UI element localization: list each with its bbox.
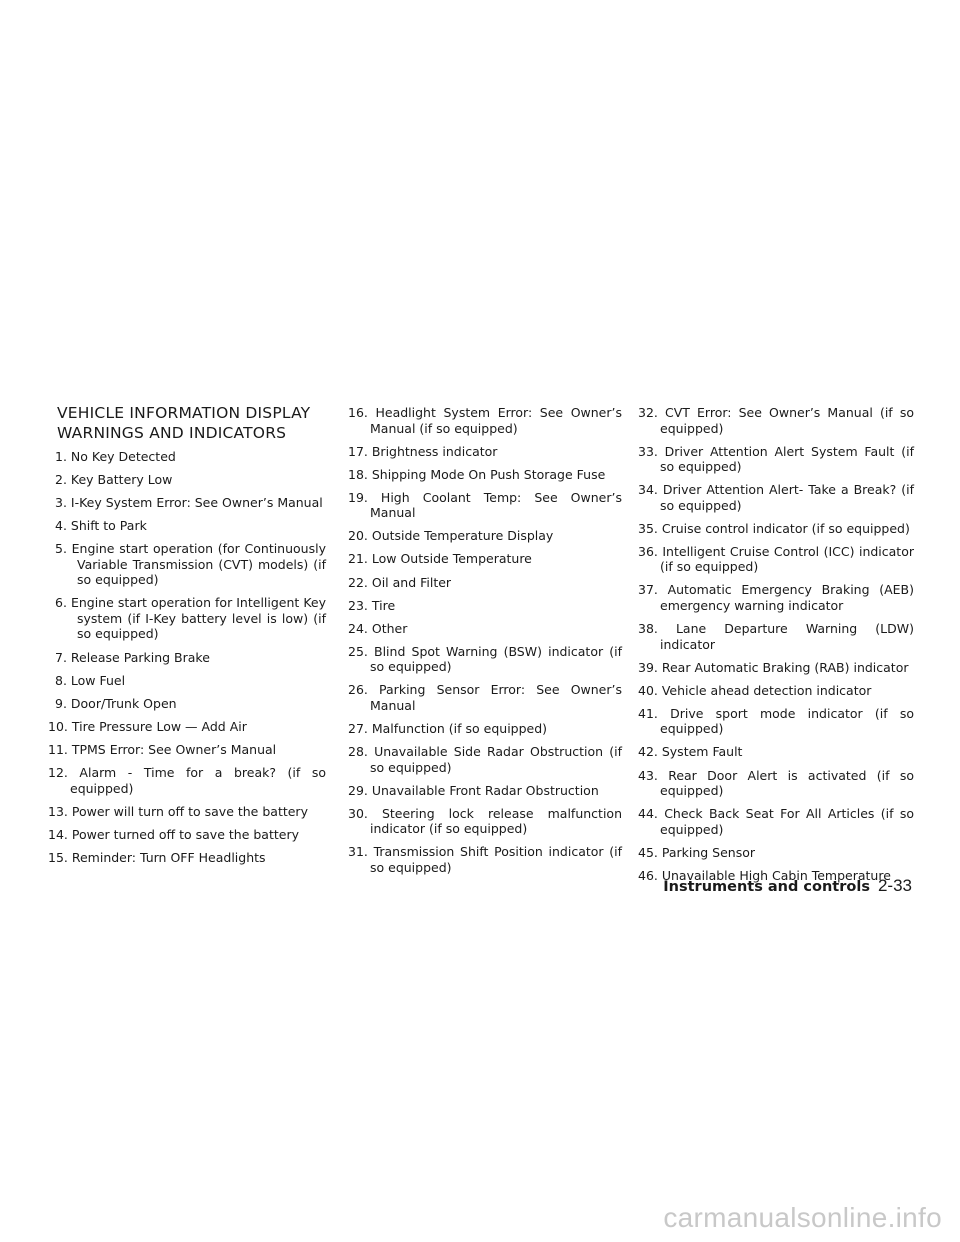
- list-item: 27. Malfunction (if so equipped): [348, 721, 548, 737]
- list-item: 17. Brightness indicator: [348, 443, 498, 459]
- list-item: 34. Driver Attention Alert- Take a Break? (if so equipped): [638, 482, 914, 513]
- list-item: 1. No Key Detected: [55, 449, 176, 464]
- footer-section-name: Instruments and controls: [663, 879, 870, 895]
- list-item: 12. Alarm - Time for a break? (if so equipped): [48, 765, 326, 796]
- list-item: 36. Intelligent Cruise Control (ICC) indicator (if so equipped): [638, 543, 914, 575]
- column-3: [638, 405, 916, 891]
- list-item: 2. Key Battery Low: [55, 472, 173, 488]
- list-item: 7. Release Parking Brake: [55, 649, 210, 665]
- list-item: 20. Outside Temperature Display: [348, 528, 554, 544]
- list-item: 31. Transmission Shift Position indicator (if so equipped): [348, 844, 622, 875]
- list-item: 35. Cruise control indicator (if so equipped): [638, 520, 910, 536]
- list-item: 32. CVT Error: See Owner’s Manual (if so equipped): [638, 405, 914, 436]
- list-item: 42. System Fault: [638, 744, 743, 760]
- list-item: 25. Blind Spot Warning (BSW) indicator (if so equipped): [348, 643, 622, 675]
- list-item: 13. Power will turn off to save the battery: [48, 803, 308, 819]
- list-item: 39. Rear Automatic Braking (RAB) indicator: [638, 659, 909, 675]
- watermark: carmanualsonline.info: [663, 1202, 942, 1233]
- list-item: 38. Lane Departure Warning (LDW) indicator: [638, 621, 914, 652]
- list-item: 11. TPMS Error: See Owner’s Manual: [48, 741, 277, 757]
- list-item: 23. Tire: [348, 597, 396, 613]
- list-item: 10. Tire Pressure Low — Add Air: [48, 718, 247, 734]
- section-title: VEHICLE INFORMATION DISPLAY WARNINGS AND INDICATORS: [57, 404, 311, 442]
- column-2: [348, 405, 626, 883]
- list-item: 40. Vehicle ahead detection indicator: [638, 682, 872, 698]
- list-item: 30. Steering lock release malfunction indicator (if so equipped): [348, 805, 622, 837]
- list-item: 24. Other: [348, 620, 408, 636]
- indicator-list-2: [348, 405, 626, 875]
- indicator-list-1: [48, 449, 326, 865]
- list-item: 3. I-Key System Error: See Owner’s Manual: [55, 495, 323, 511]
- list-item: 29. Unavailable Front Radar Obstruction: [348, 782, 599, 798]
- list-item: 16. Headlight System Error: See Owner’s Manual (if so equipped): [348, 405, 622, 436]
- list-item: 14. Power turned off to save the battery: [48, 826, 299, 842]
- list-item: 45. Parking Sensor: [638, 844, 756, 860]
- list-item: 5. Engine start operation (for Continuously Variable Transmission (CVT) models) (if so equipped): [55, 541, 326, 588]
- list-item: 46. Unavailable High Cabin Temperature: [638, 867, 891, 883]
- column-1: [48, 403, 326, 873]
- list-item: 15. Reminder: Turn OFF Headlights: [48, 849, 266, 865]
- list-item: 26. Parking Sensor Error: See Owner’s Manual: [348, 682, 622, 713]
- page-footer: [663, 876, 912, 896]
- list-item: 43. Rear Door Alert is activated (if so equipped): [638, 767, 914, 799]
- list-item: 8. Low Fuel: [55, 672, 126, 688]
- list-item: 19. High Coolant Temp: See Owner’s Manual: [348, 489, 622, 521]
- list-item: 9. Door/Trunk Open: [55, 695, 177, 711]
- page-number: 2-33: [877, 876, 912, 895]
- list-item: 21. Low Outside Temperature: [348, 551, 532, 567]
- list-item: 44. Check Back Seat For All Articles (if so equipped): [638, 806, 914, 837]
- list-item: 4. Shift to Park: [55, 518, 147, 534]
- list-item: 18. Shipping Mode On Push Storage Fuse: [348, 466, 606, 482]
- list-item: 22. Oil and Filter: [348, 574, 452, 590]
- list-item: 6. Engine start operation for Intelligent Key system (if I-Key battery level is low) (if so equipped): [55, 595, 326, 642]
- list-item: 28. Unavailable Side Radar Obstruction (if so equipped): [348, 744, 622, 775]
- indicator-list-3: [638, 405, 916, 883]
- list-item: 41. Drive sport mode indicator (if so equipped): [638, 705, 914, 737]
- list-item: 33. Driver Attention Alert System Fault (if so equipped): [638, 443, 914, 475]
- list-item: 37. Automatic Emergency Braking (AEB) emergency warning indicator: [638, 582, 914, 613]
